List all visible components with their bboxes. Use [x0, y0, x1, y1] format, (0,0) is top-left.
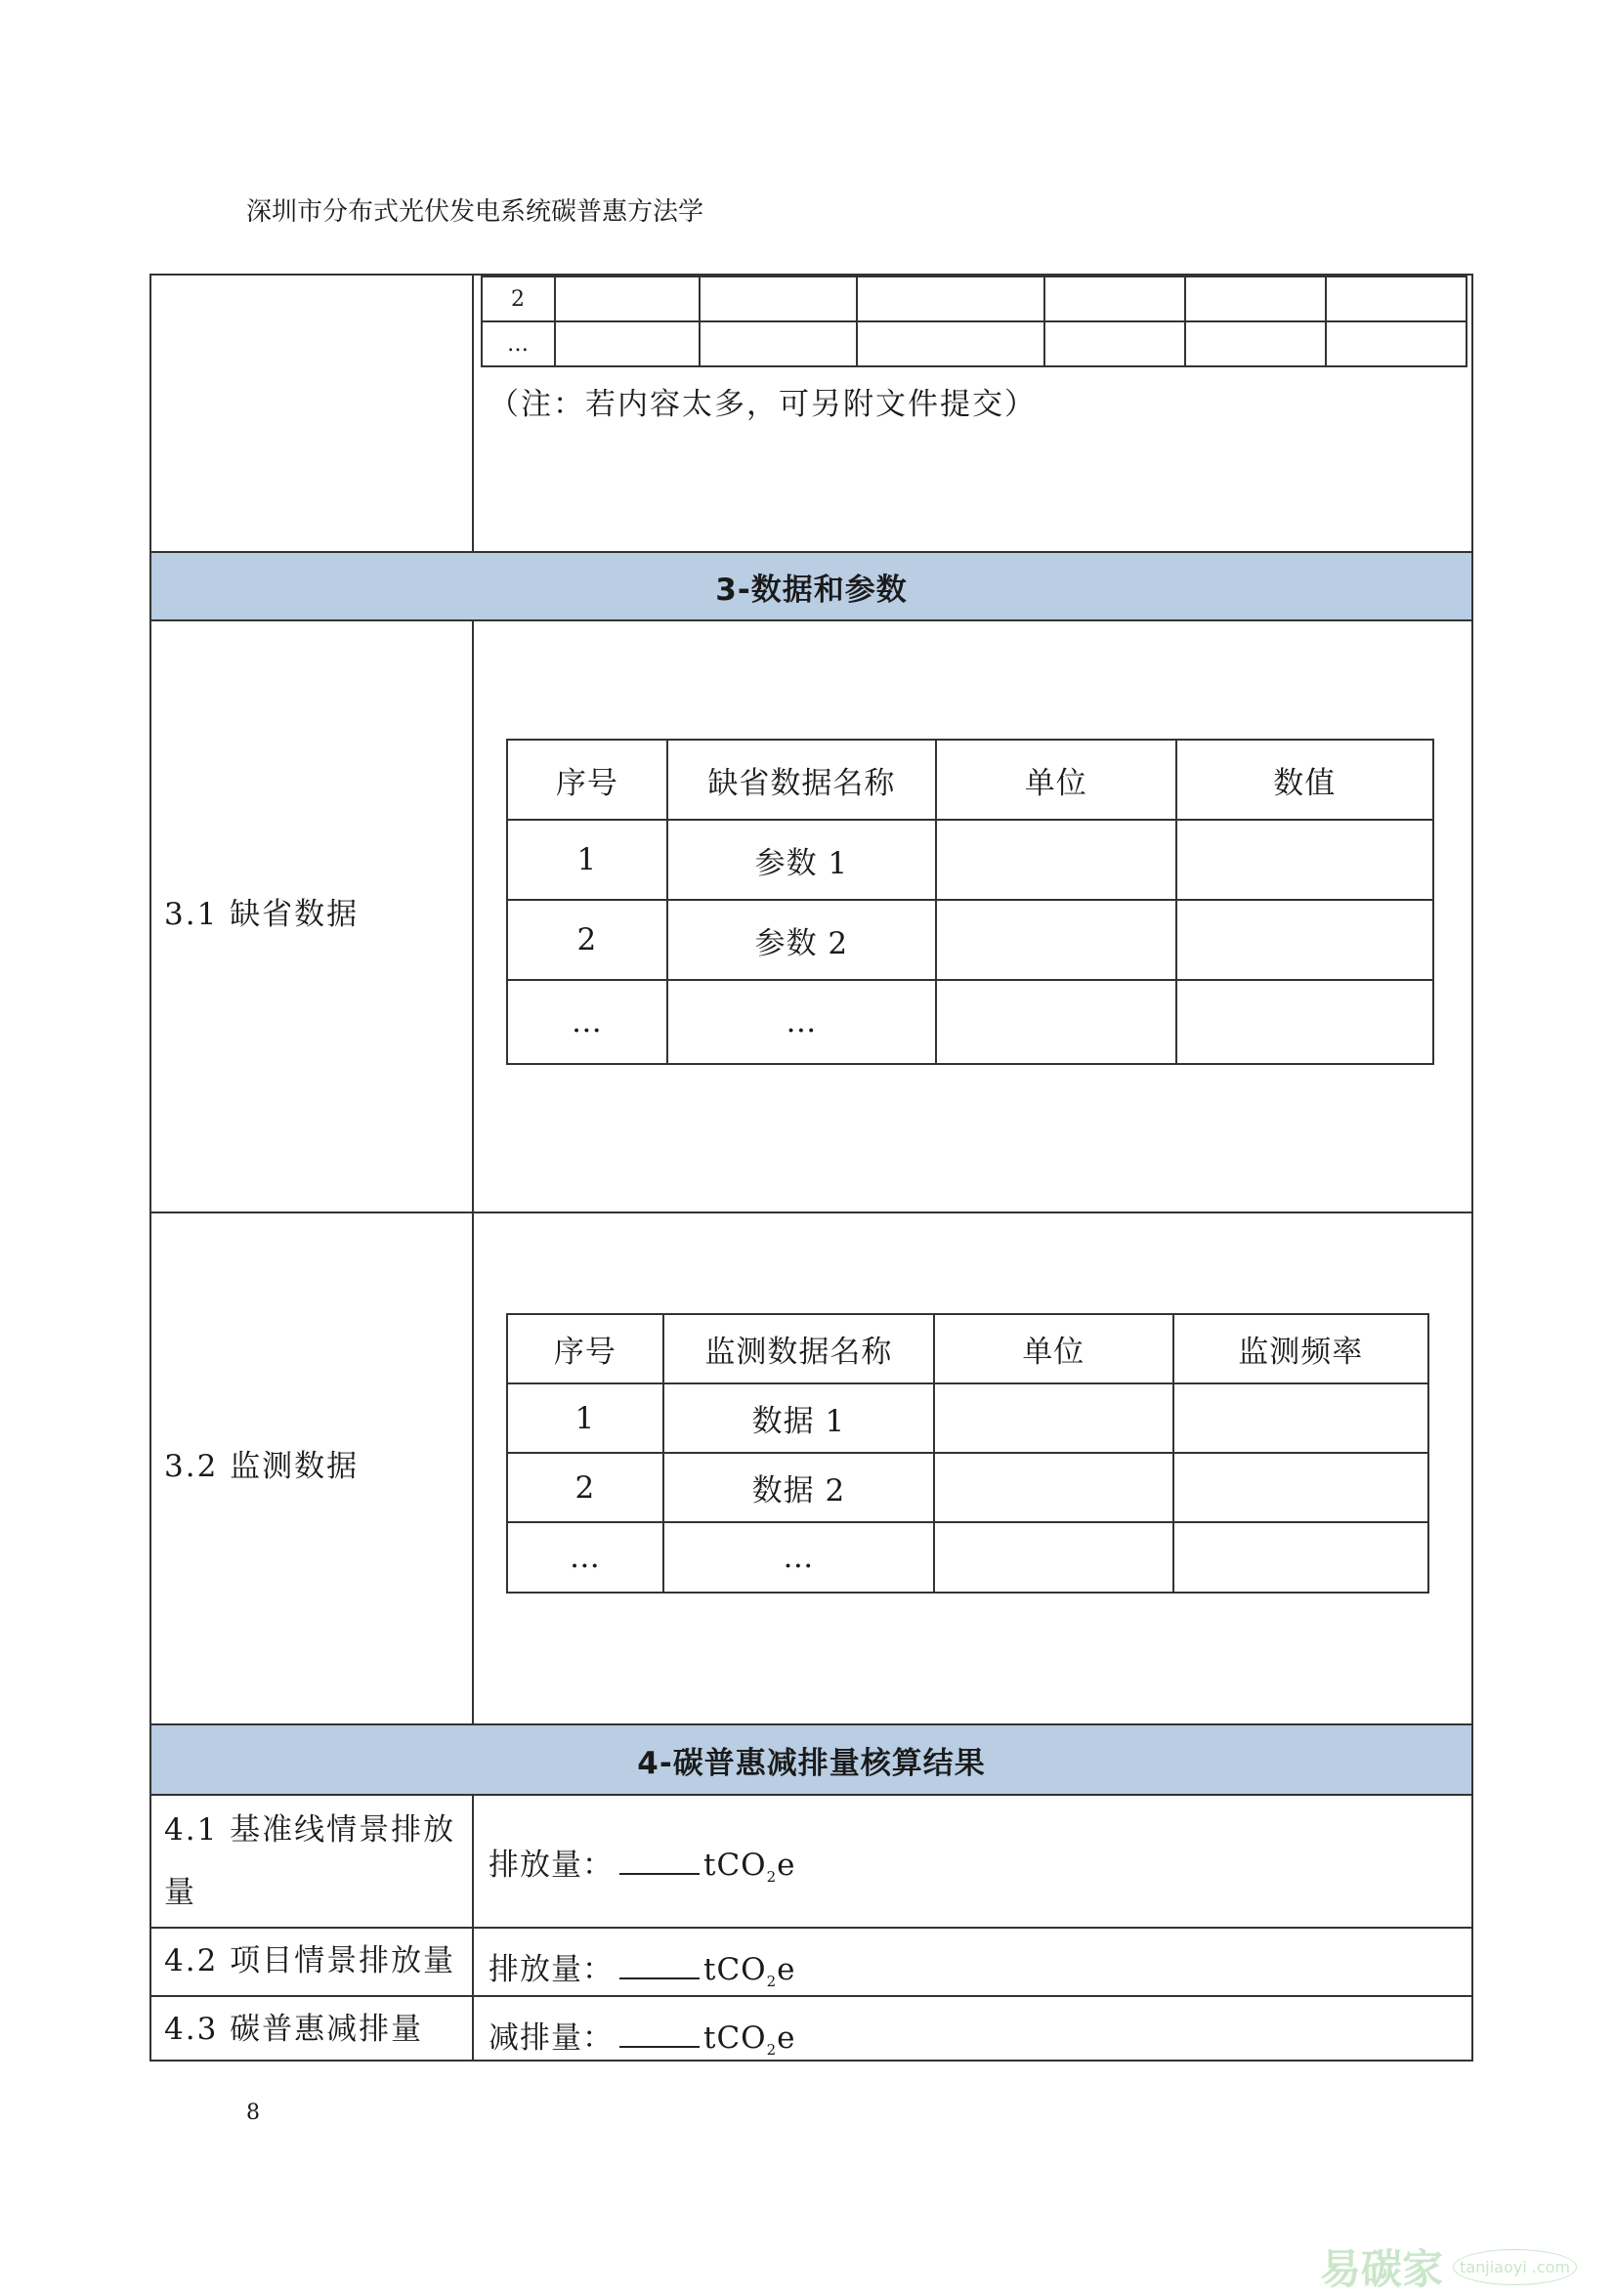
table-cell [934, 1453, 1172, 1522]
default-data-label: 3.1 缺省数据 [164, 897, 360, 932]
emission-unit: tCO$_2$e [703, 1848, 796, 1887]
baseline-emission-value [489, 1840, 796, 1886]
table-cell [555, 321, 700, 366]
table-cell: … [507, 980, 667, 1064]
emission-prefix: 减排量： [489, 2020, 614, 2056]
table-cell [1044, 276, 1185, 321]
table-cell [936, 820, 1175, 900]
table-row [507, 900, 1433, 980]
table-cell [555, 276, 700, 321]
column-header: 缺省数据名称 [667, 740, 936, 820]
emission-blank-line [619, 1872, 700, 1875]
table-cell: … [507, 1522, 663, 1593]
continuation-table [481, 276, 1467, 367]
table-header-row [507, 1314, 1428, 1383]
table-cell [1326, 321, 1467, 366]
row-divider [149, 619, 1473, 621]
table-cell: 参数 2 [667, 900, 936, 980]
column-header: 序号 [507, 740, 667, 820]
column-header: 单位 [936, 740, 1175, 820]
table-cell: … [667, 980, 936, 1064]
table-cell [1173, 1453, 1428, 1522]
table-cell: 2 [507, 900, 667, 980]
emission-prefix: 排放量： [489, 1848, 614, 1883]
column-header: 单位 [934, 1314, 1172, 1383]
table-cell: 数据 2 [663, 1453, 934, 1522]
project-emission-label: 4.2 项目情景排放量 [164, 1943, 456, 1978]
attachment-note: （注：若内容太多，可另附文件提交） [489, 387, 1037, 422]
column-header: 监测数据名称 [663, 1314, 934, 1383]
table-cell [700, 321, 858, 366]
baseline-emission-label-line2: 量 [164, 1875, 196, 1910]
column-divider [472, 619, 474, 1723]
table-row [507, 980, 1433, 1064]
table-cell [1185, 321, 1327, 366]
emission-blank-line [619, 2045, 700, 2048]
baseline-emission-label-line1: 4.1 基准线情景排放 [164, 1812, 456, 1848]
baseline-emission-label [164, 1799, 455, 1924]
watermark-badge: tanjiaoyi .com [1453, 2249, 1577, 2285]
row-divider [149, 1212, 1473, 1213]
monitoring-data-label: 3.2 监测数据 [164, 1449, 360, 1484]
table-row [507, 820, 1433, 900]
table-cell [936, 980, 1175, 1064]
emission-blank-line [619, 1977, 700, 1979]
table-cell [936, 900, 1175, 980]
table-cell [1326, 276, 1467, 321]
section-4-heading: 4-碳普惠减排量核算结果 [151, 1725, 1471, 1794]
row-divider [149, 1794, 1473, 1796]
watermark-text: 易碳家 [1320, 2245, 1444, 2293]
table-row [507, 1383, 1428, 1453]
watermark-logo [1320, 2237, 1577, 2296]
reduction-value [489, 2013, 796, 2059]
table-cell [1176, 980, 1433, 1064]
column-header: 数值 [1176, 740, 1433, 820]
table-cell [700, 276, 858, 321]
table-cell [1044, 321, 1185, 366]
table-row [482, 321, 1467, 366]
section-3-heading: 3-数据和参数 [151, 553, 1471, 619]
row-divider [149, 1927, 1473, 1929]
table-cell [1173, 1522, 1428, 1593]
reduction-label: 4.3 碳普惠减排量 [164, 2012, 424, 2047]
table-cell [934, 1522, 1172, 1593]
table-row [507, 1453, 1428, 1522]
table-cell [1176, 900, 1433, 980]
default-data-table [506, 739, 1434, 1065]
table-cell: … [663, 1522, 934, 1593]
row-index-cell: 2 [482, 276, 555, 321]
table-row [507, 1522, 1428, 1593]
table-cell: 1 [507, 820, 667, 900]
table-cell [1173, 1383, 1428, 1453]
row-divider [149, 1995, 1473, 1997]
column-header: 序号 [507, 1314, 663, 1383]
table-cell: 2 [507, 1453, 663, 1522]
table-cell: 数据 1 [663, 1383, 934, 1453]
table-header-row [507, 740, 1433, 820]
table-cell [1176, 820, 1433, 900]
monitoring-data-table [506, 1313, 1429, 1594]
emission-unit: tCO$_2$e [703, 1952, 796, 1991]
table-row [482, 276, 1467, 321]
page-number: 8 [246, 2101, 260, 2125]
column-divider [472, 274, 474, 551]
emission-unit: tCO$_2$e [703, 2020, 796, 2060]
row-index-cell: … [482, 321, 555, 366]
document-header-title: 深圳市分布式光伏发电系统碳普惠方法学 [246, 197, 704, 227]
column-header: 监测频率 [1173, 1314, 1428, 1383]
table-cell [857, 321, 1044, 366]
table-cell [857, 276, 1044, 321]
table-cell [1185, 276, 1327, 321]
emission-prefix: 排放量： [489, 1952, 614, 1987]
table-cell: 参数 1 [667, 820, 936, 900]
table-cell: 1 [507, 1383, 663, 1453]
table-cell [934, 1383, 1172, 1453]
project-emission-value [489, 1944, 796, 1990]
